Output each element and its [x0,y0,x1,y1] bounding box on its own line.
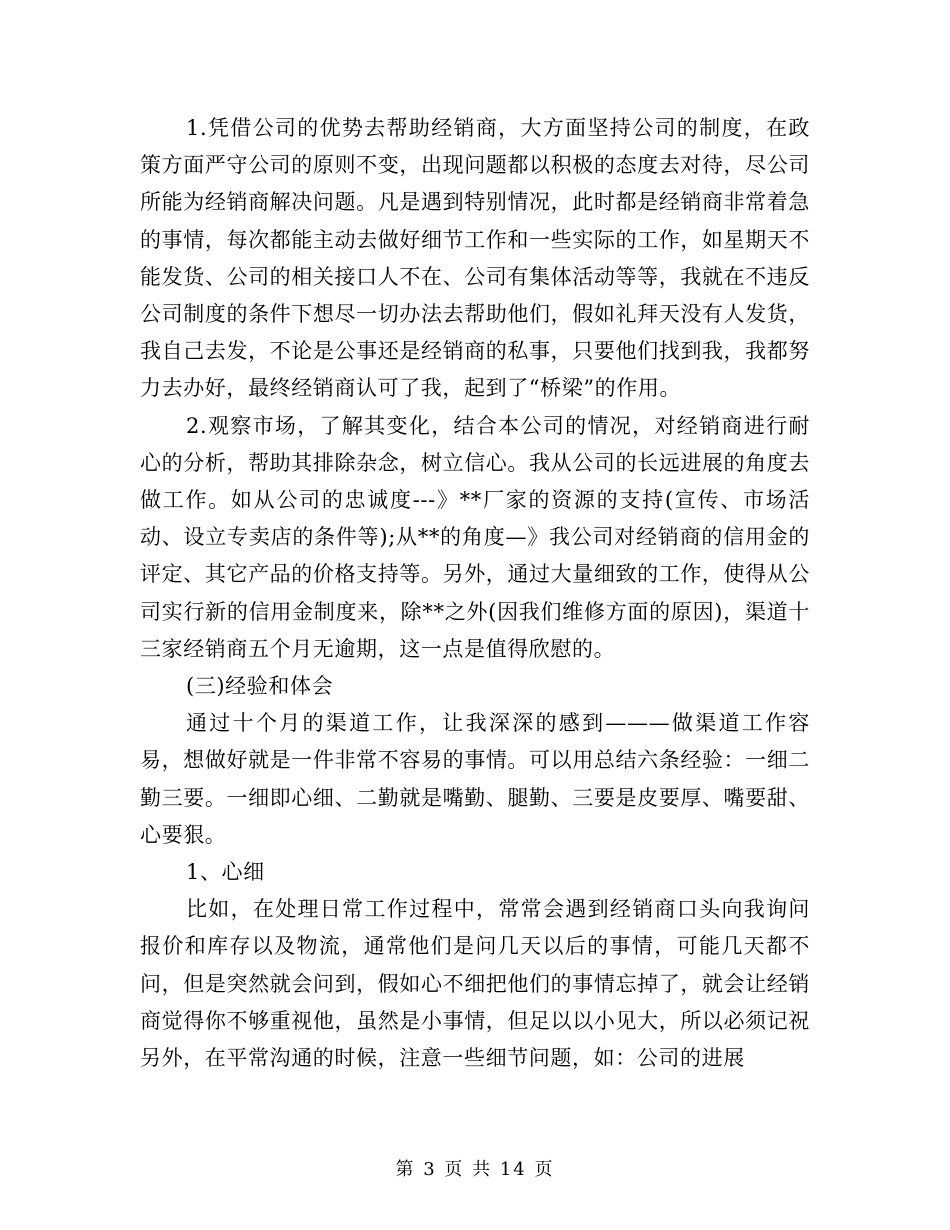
section-heading-experience: (三)经验和体会 [186,674,334,699]
paragraph-2: 2.观察市场，了解其变化，结合本公司的情况，对经销商进行耐心的分析，帮助其排除杂念，树立信心。我从公司的长远进展的角度去做工作。如从公司的忠诚度---》**厂家的资源的支持(宣传、市场活动、设立专卖店的条件等);从**的角度—》我公司对经销商的信用金的评定、其它产品的价格支持等。另外，通过大量细致的工作，使得从公司实行新的信用金制度来，除**之外(因我们维修方面的原因)，渠道十三家经销商五个月无逾期，这一点是值得欣慰的。 [140,413,810,661]
document-body [140,110,810,1077]
subheading-careful: 1、心细 [186,860,265,885]
paragraph-1: 1.凭借公司的优势去帮助经销商，大方面坚持公司的制度，在政策方面严守公司的原则不变，出现问题都以积极的态度去对待，尽公司所能为经销商解决问题。凡是遇到特别情况，此时都是经销商非常着急的事情，每次都能主动去做好细节工作和一些实际的工作，如星期天不能发货、公司的相关接口人不在、公司有集体活动等等，我就在不违反公司制度的条件下想尽一切办法去帮助他们，假如礼拜天没有人发货，我自己去发，不论是公事还是经销商的私事，只要他们找到我，我都努力去办好，最终经销商认可了我，起到了“桥梁”的作用。 [140,116,810,401]
paragraph-4: 比如，在处理日常工作过程中，常常会遇到经销商口头向我询问报价和库存以及物流，通常他们是问几天以后的事情，可能几天都不问，但是突然就会问到，假如心不细把他们的事情忘掉了，就会让经销商觉得你不够重视他，虽然是小事情，但足以以小见大，所以必须记祝另外，在平常沟通的时候，注意一些细节问题，如：公司的进展 [140,897,810,1071]
page-number-footer: 第 3 页 共 14 页 [395,1159,555,1180]
paragraph-3: 通过十个月的渠道工作，让我深深的感到———做渠道工作容易，想做好就是一件非常不容易的事情。可以用总结六条经验：一细二勤三要。一细即心细、二勤就是嘴勤、腿勤、三要是皮要厚、嘴要甜、心要狠。 [140,711,810,847]
